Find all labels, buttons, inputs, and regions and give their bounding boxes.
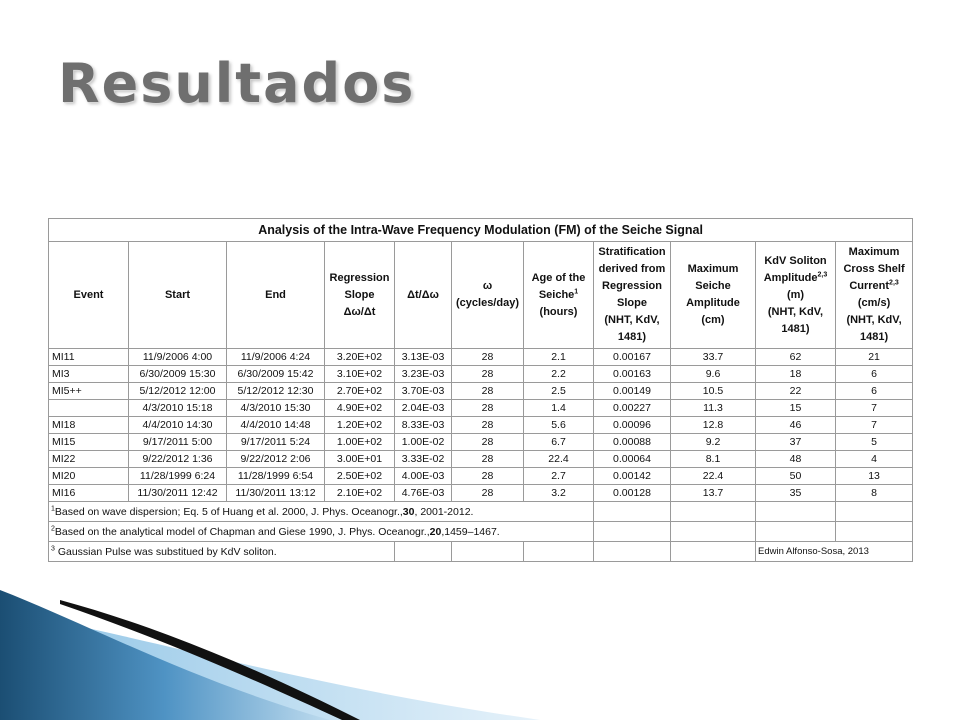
header-age: Age of the Seiche$^1$ (hours) [524, 242, 594, 349]
table-cell: 1.4 [524, 400, 594, 417]
header-kdv-amplitude: KdV Soliton Amplitude$^{2,3}$ (m) (NHT, KdV, 1481) [756, 242, 836, 349]
table-cell: 12.8 [671, 417, 756, 434]
table-cell: 28 [452, 383, 524, 400]
table-cell: 10.5 [671, 383, 756, 400]
table-cell: 5/12/2012 12:30 [227, 383, 325, 400]
table-cell: 2.50E+02 [325, 468, 395, 485]
table-cell: 3.33E-02 [395, 451, 452, 468]
table-cell: 7 [836, 400, 913, 417]
table-cell: 22.4 [671, 468, 756, 485]
table-cell: 4/3/2010 15:18 [129, 400, 227, 417]
header-event: Event [49, 242, 129, 349]
table-cell: 5 [836, 434, 913, 451]
table-row [49, 366, 913, 383]
table-cell: 15 [756, 400, 836, 417]
table-row [49, 383, 913, 400]
table-cell: MI3 [49, 366, 129, 383]
table-cell: 4/3/2010 15:30 [227, 400, 325, 417]
table-cell: 11/9/2006 4:24 [227, 349, 325, 366]
table-cell: 9/22/2012 1:36 [129, 451, 227, 468]
table-cell: 0.00088 [594, 434, 671, 451]
header-cross-shelf-current: Maximum Cross Shelf Current$^{2,3}$ (cm/s) (NHT, KdV, 1481) [836, 242, 913, 349]
table-title: Analysis of the Intra-Wave Frequency Modulation (FM) of the Seiche Signal [49, 219, 913, 242]
table-cell: 11/9/2006 4:00 [129, 349, 227, 366]
table-cell: 28 [452, 366, 524, 383]
table-cell: 3.10E+02 [325, 366, 395, 383]
table-cell: 7 [836, 417, 913, 434]
table-cell: 3.00E+01 [325, 451, 395, 468]
table-cell: 3.20E+02 [325, 349, 395, 366]
table-cell: 28 [452, 349, 524, 366]
header-start: Start [129, 242, 227, 349]
table-cell: 2.7 [524, 468, 594, 485]
table-row [49, 485, 913, 502]
table-cell: 0.00128 [594, 485, 671, 502]
table-cell: 0.00227 [594, 400, 671, 417]
table-cell: 48 [756, 451, 836, 468]
table-cell: 8.33E-03 [395, 417, 452, 434]
table-cell: 46 [756, 417, 836, 434]
table-cell: 50 [756, 468, 836, 485]
table-row [49, 468, 913, 485]
table-cell: 28 [452, 451, 524, 468]
results-table-container [48, 218, 912, 566]
table-row [49, 349, 913, 366]
table-cell: 22 [756, 383, 836, 400]
table-cell: 62 [756, 349, 836, 366]
footnote-2: $^2$Based on the analytical model of Chapman and Giese 1990, J. Phys. Oceanogr.,20,1459–1467. [49, 522, 594, 542]
header-regression-slope: Regression Slope Δω/Δt [325, 242, 395, 349]
table-row [49, 451, 913, 468]
table-cell: MI20 [49, 468, 129, 485]
table-cell: 0.00149 [594, 383, 671, 400]
table-cell: 35 [756, 485, 836, 502]
table-cell: 22.4 [524, 451, 594, 468]
table-cell: 1.00E-02 [395, 434, 452, 451]
slide-decoration [0, 590, 960, 720]
table-cell: 28 [452, 434, 524, 451]
table-cell: MI16 [49, 485, 129, 502]
table-cell: 3.23E-03 [395, 366, 452, 383]
table-cell: 6 [836, 366, 913, 383]
table-cell: 4.90E+02 [325, 400, 395, 417]
table-row [49, 400, 913, 417]
table-cell: 9/17/2011 5:00 [129, 434, 227, 451]
table-cell: 28 [452, 400, 524, 417]
author-signature: Edwin Alfonso-Sosa, 2013 [756, 542, 913, 562]
table-cell: 21 [836, 349, 913, 366]
table-cell: 2.10E+02 [325, 485, 395, 502]
table-cell: 11/30/2011 13:12 [227, 485, 325, 502]
table-cell [49, 400, 129, 417]
table-cell: 9/22/2012 2:06 [227, 451, 325, 468]
table-cell: 28 [452, 468, 524, 485]
table-cell: 1.00E+02 [325, 434, 395, 451]
table-cell: 4.00E-03 [395, 468, 452, 485]
header-max-amplitude: Maximum Seiche Amplitude (cm) [671, 242, 756, 349]
table-row [49, 434, 913, 451]
table-cell: MI18 [49, 417, 129, 434]
table-cell: 33.7 [671, 349, 756, 366]
table-cell: 2.2 [524, 366, 594, 383]
table-cell: 11/28/1999 6:24 [129, 468, 227, 485]
table-cell: 28 [452, 417, 524, 434]
table-cell: 4 [836, 451, 913, 468]
table-cell: 2.5 [524, 383, 594, 400]
table-cell: 3.13E-03 [395, 349, 452, 366]
table-cell: 11.3 [671, 400, 756, 417]
table-cell: 5/12/2012 12:00 [129, 383, 227, 400]
table-cell: 6.7 [524, 434, 594, 451]
table-cell: 0.00163 [594, 366, 671, 383]
table-cell: 5.6 [524, 417, 594, 434]
table-cell: 28 [452, 485, 524, 502]
table-cell: 6/30/2009 15:42 [227, 366, 325, 383]
table-cell: 3.70E-03 [395, 383, 452, 400]
table-cell: 4.76E-03 [395, 485, 452, 502]
table-cell: 18 [756, 366, 836, 383]
table-cell: 8 [836, 485, 913, 502]
table-cell: 2.70E+02 [325, 383, 395, 400]
table-cell: 0.00167 [594, 349, 671, 366]
table-body [49, 349, 913, 502]
table-cell: 37 [756, 434, 836, 451]
table-cell: 6 [836, 383, 913, 400]
table-cell: 0.00096 [594, 417, 671, 434]
header-inverse-slope: Δt/Δω [395, 242, 452, 349]
table-cell: MI15 [49, 434, 129, 451]
table-cell: 9.6 [671, 366, 756, 383]
table-cell: 2.1 [524, 349, 594, 366]
table-cell: 4/4/2010 14:30 [129, 417, 227, 434]
results-table [48, 218, 913, 562]
table-cell: 0.00142 [594, 468, 671, 485]
header-omega: ω (cycles/day) [452, 242, 524, 349]
table-cell: 8.1 [671, 451, 756, 468]
table-cell: 9.2 [671, 434, 756, 451]
table-cell: 13 [836, 468, 913, 485]
table-cell: MI11 [49, 349, 129, 366]
footnote-3: $^3$ Gaussian Pulse was substitued by KdV soliton. [49, 542, 395, 562]
slide-title: Resultados [58, 52, 416, 115]
table-cell: 4/4/2010 14:48 [227, 417, 325, 434]
header-stratification: Stratification derived from Regression Slope (NHT, KdV, 1481) [594, 242, 671, 349]
header-end: End [227, 242, 325, 349]
footnote-1: $^1$Based on wave dispersion; Eq. 5 of Huang et al. 2000, J. Phys. Oceanogr.,30, 2001-2012. [49, 502, 594, 522]
table-cell: 3.2 [524, 485, 594, 502]
table-cell: MI5++ [49, 383, 129, 400]
table-cell: 11/28/1999 6:54 [227, 468, 325, 485]
table-cell: 9/17/2011 5:24 [227, 434, 325, 451]
table-cell: 6/30/2009 15:30 [129, 366, 227, 383]
table-cell: MI22 [49, 451, 129, 468]
table-cell: 11/30/2011 12:42 [129, 485, 227, 502]
table-cell: 0.00064 [594, 451, 671, 468]
table-cell: 1.20E+02 [325, 417, 395, 434]
table-cell: 13.7 [671, 485, 756, 502]
table-cell: 2.04E-03 [395, 400, 452, 417]
table-row [49, 417, 913, 434]
